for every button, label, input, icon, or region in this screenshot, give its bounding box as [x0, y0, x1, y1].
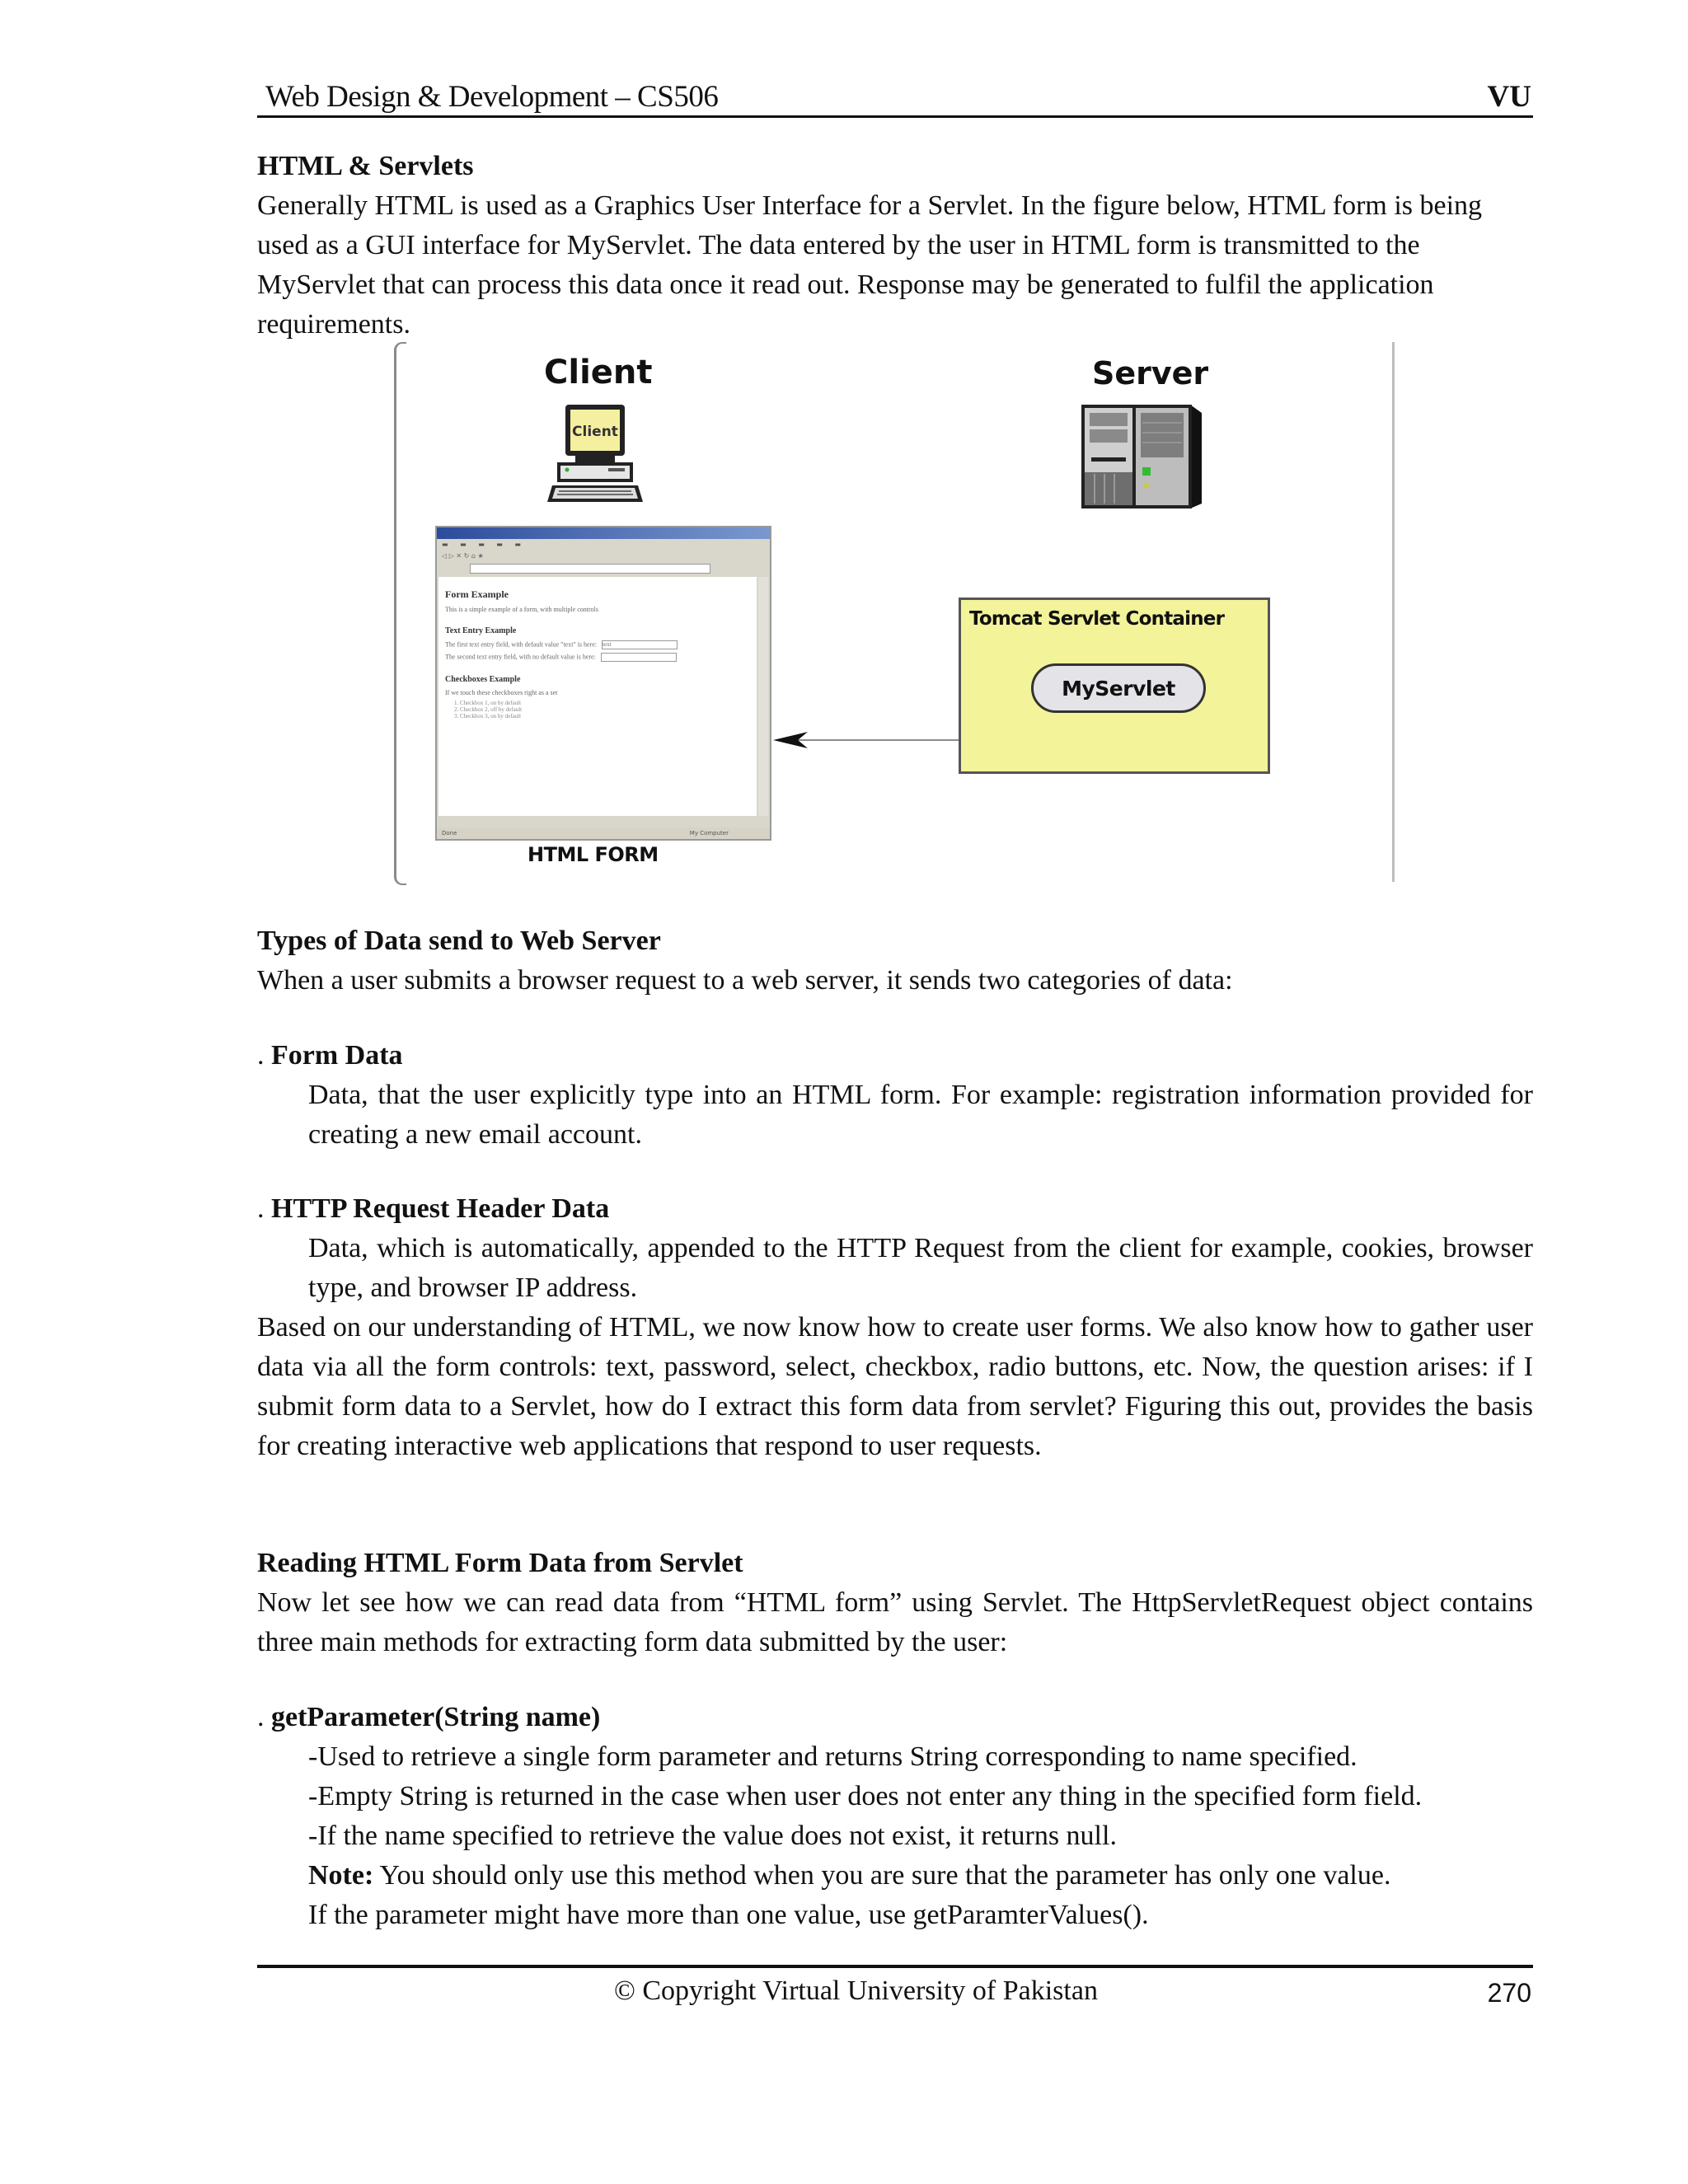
- method-note: [257, 1856, 1533, 1896]
- checkbox-heading: Checkboxes Example: [445, 675, 521, 684]
- method-point: -If the name specified to retrieve the value does not exist, it returns null.: [308, 1821, 1117, 1851]
- checkbox-list: [460, 700, 750, 719]
- note-text: You should only use this method when you are sure that the parameter has only one value.: [373, 1860, 1391, 1891]
- copyright-text: © Copyright Virtual University of Pakistan: [614, 1975, 1098, 2006]
- section-intro: When a user submits a browser request to a web server, it sends two categories of data:: [257, 965, 1233, 996]
- checkbox-item: 1. Checkbox 1, on by default: [460, 700, 750, 706]
- data-type-item-header: [257, 1189, 1533, 1308]
- browser-toolbar: ◁ ▷ ✕ ↻ ⌂ ★: [442, 552, 484, 560]
- page-header: [257, 79, 1533, 118]
- text-field-1-row: [445, 640, 750, 649]
- item-title: . HTTP Request Header Data: [257, 1193, 610, 1224]
- note-label: Note:: [308, 1860, 374, 1891]
- server-icon: [1080, 401, 1203, 509]
- client-computer-icon: [541, 401, 648, 509]
- method-point: -Empty String is returned in the case when user does not enter any thing in the specified form field.: [308, 1781, 1423, 1811]
- browser-content: [438, 577, 757, 816]
- text-field-1: text: [602, 640, 678, 649]
- footer-divider: [257, 1965, 1533, 1968]
- tomcat-servlet-container: [959, 598, 1270, 774]
- method-point: -Used to retrieve a single form parameter and returns String corresponding to name specified.: [308, 1741, 1357, 1772]
- text-field-2: [601, 653, 677, 662]
- diagram-frame-left: [394, 342, 406, 885]
- form-intro: This is a simple example of a form, with multiple controls: [445, 606, 598, 613]
- section-paragraph: Generally HTML is used as a Graphics User Interface for a Servlet. In the figure below, HTML form is being used as a GUI interface for MyServlet. The data entered by the user in HTML form is transmitted to the MyServlet that can process this data once it read out. Response may be generated to fulfil the application requirements.: [257, 190, 1483, 340]
- page-footer: [257, 1971, 1533, 2011]
- browser-title-bar: [437, 527, 770, 539]
- section-heading: HTML & Servlets: [257, 151, 474, 181]
- closing-paragraph: Based on our understanding of HTML, we now know how to create user forms. We also know how to gather user data via all the form controls: text, password, select, checkbox, radio buttons, etc. Now, the question arises: if I submit form data to a Servlet, how do I extract this form data from servlet? Figuring this out, provides the basis for creating interactive web applications that respond to user requests.: [257, 1312, 1533, 1461]
- section-html-servlets: [257, 147, 1533, 344]
- client-screen-label: Client: [572, 424, 618, 440]
- institution-label: VU: [1487, 80, 1531, 114]
- browser-scrollbar: [758, 577, 768, 816]
- method-note-continued: If the parameter might have more than one value, use getParamterValues().: [308, 1900, 1149, 1930]
- text-entry-heading: Text Entry Example: [445, 626, 517, 635]
- checkbox-item: 2. Checkbox 2, off by default: [460, 706, 750, 713]
- method-getparameter: [257, 1698, 1533, 1935]
- text-field-1-label: The first text entry field, with default value "text" is here:: [445, 640, 598, 649]
- checkbox-intro: If we touch these checkboxes right as a set: [445, 689, 558, 696]
- method-signature: . getParameter(String name): [257, 1702, 601, 1732]
- browser-status-bar: [437, 827, 770, 839]
- section-heading: Types of Data send to Web Server: [257, 926, 661, 956]
- browser-window-screenshot: [435, 526, 771, 841]
- browser-address-bar: [437, 562, 770, 574]
- html-form-label: HTML FORM: [528, 843, 659, 866]
- client-server-diagram: [394, 342, 1395, 882]
- section-heading: Reading HTML Form Data from Servlet: [257, 1548, 743, 1578]
- item-description: Data, which is automatically, appended to the HTTP Request from the client for example, cookies, browser type, and browser IP address.: [308, 1233, 1533, 1303]
- server-label: Server: [1092, 355, 1209, 391]
- data-type-item-form: [257, 1036, 1533, 1155]
- status-left: Done: [442, 830, 457, 837]
- text-field-2-label: The second text entry field, with no default value is here:: [445, 653, 596, 661]
- browser-menu-bar: ▬ ▬ ▬ ▬ ▬: [442, 541, 521, 548]
- diagram-frame-right: [1382, 342, 1395, 882]
- myservlet-node: MyServlet: [1031, 663, 1206, 713]
- client-label: Client: [544, 354, 653, 391]
- page-number: 270: [1487, 1978, 1531, 2008]
- form-heading: Form Example: [445, 588, 509, 600]
- course-title: Web Design & Development – CS506: [265, 80, 719, 114]
- text-field-2-row: [445, 653, 750, 662]
- container-label: Tomcat Servlet Container: [969, 608, 1225, 630]
- item-description: Data, that the user explicitly type into an HTML form. For example: registration information provided for creating a new email account.: [308, 1080, 1533, 1150]
- address-field: [470, 564, 710, 574]
- section-types-of-data: [257, 921, 1533, 1001]
- section-reading-form-data: [257, 1544, 1533, 1662]
- item-title: . Form Data: [257, 1040, 403, 1071]
- checkbox-item: 3. Checkbox 3, on by default: [460, 713, 750, 719]
- status-right: My Computer: [689, 830, 729, 837]
- section-paragraph: Now let see how we can read data from “HTML form” using Servlet. The HttpServletRequest object contains three main methods for extracting form data submitted by the user:: [257, 1587, 1533, 1657]
